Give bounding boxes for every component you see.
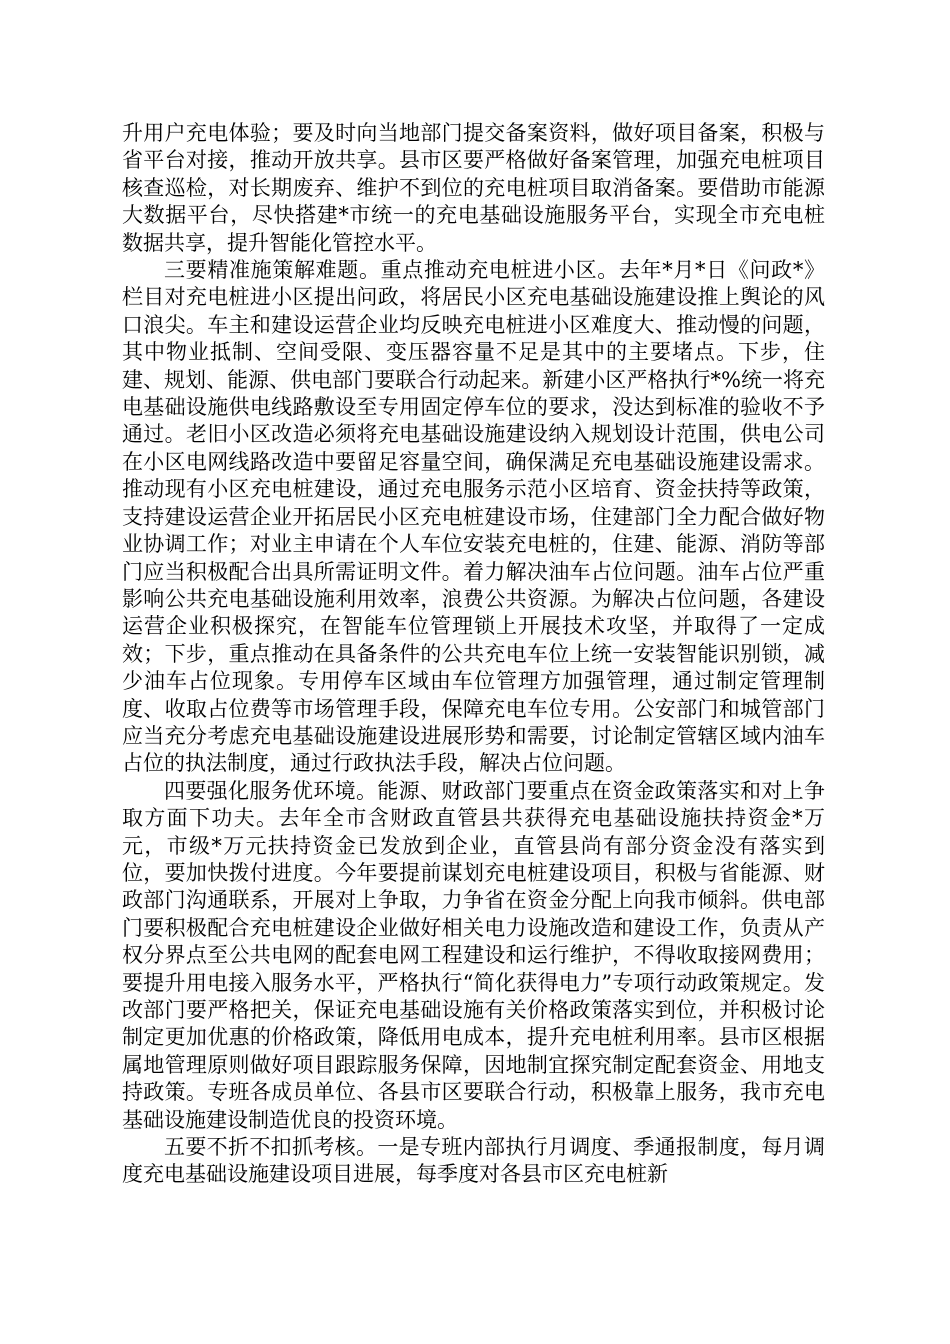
paragraph-4: 五要不折不扣抓考核。一是专班内部执行月调度、季通报制度，每月调度充电基础设施建设项目进展，每季度对各县市区充电桩新 bbox=[122, 1135, 825, 1187]
paragraph-2: 三要精准施策解难题。重点推动充电桩进小区。去年*月*日《问政*》栏目对充电桩进小区提出问政，将居民小区充电基础设施建设推上舆论的风口浪尖。车主和建设运营企业均反映充电桩进小区难度大、推动慢的问题，其中物业抵制、空间受限、变压器容量不足是其中的主要堵点。下步，住建、规划、能源、供电部门要联合行动起来。新建小区严格执行*%统一将充电基础设施供电线路敷设至专用固定停车位的要求，没达到标准的验收不予通过。老旧小区改造必须将充电基础设施建设纳入规划设计范围，供电公司在小区电网线路改造中要留足容量空间，确保满足充电基础设施建设需求。推动现有小区充电桩建设，通过充电服务示范小区培育、资金扶持等政策，支持建设运营企业开拓居民小区充电桩建设市场，住建部门全力配合做好物业协调工作；对业主申请在个人车位安装充电桩的，住建、能源、消防等部门应当积极配合出具所需证明文件。着力解决油车占位问题。油车占位严重影响公共充电基础设施利用效率，浪费公共资源。为解决占位问题，各建设运营企业积极探究，在智能车位管理锁上开展技术攻坚，并取得了一定成效；下步，重点推动在具备条件的公共充电车位上统一安装智能识别锁，减少油车占位现象。专用停车区域由车位管理方加强管理，通过制定管理制度、收取占位费等市场管理手段，保障充电车位专用。公安部门和城管部门应当充分考虑充电基础设施建设进展形势和需要，讨论制定管辖区域内油车占位的执法制度，通过行政执法手段，解决占位问题。 bbox=[122, 258, 825, 776]
paragraph-3: 四要强化服务优环境。能源、财政部门要重点在资金政策落实和对上争取方面下功夫。去年全市含财政直管县共获得充电基础设施扶持资金*万元，市级*万元扶持资金已发放到企业，直管县尚有部分资金没有落实到位，要加快拨付进度。今年要提前谋划充电桩建设项目，积极与省能源、财政部门沟通联系，开展对上争取，力争省在资金分配上向我市倾斜。供电部门要积极配合充电桩建设企业做好相关电力设施改造和建设工作，负责从产权分界点至公共电网的配套电网工程建设和运行维护，不得收取接网费用；要提升用电接入服务水平，严格执行“简化获得电力”专项行动政策规定。发改部门要严格把关，保证充电基础设施有关价格政策落实到位，并积极讨论制定更加优惠的价格政策，降低用电成本，提升充电桩利用率。县市区根据属地管理原则做好项目跟踪服务保障，因地制宜探究制定配套资金、用地支持政策。专班各成员单位、各县市区要联合行动，积极靠上服务，我市充电基础设施建设制造优良的投资环境。 bbox=[122, 778, 825, 1132]
document-page bbox=[122, 120, 825, 1189]
paragraph-1: 升用户充电体验；要及时向当地部门提交备案资料，做好项目备案，积极与省平台对接，推动开放共享。县市区要严格做好备案管理，加强充电桩项目核查巡检，对长期废弃、维护不到位的充电桩项目取消备案。要借助市能源大数据平台，尽快搭建*市统一的充电基础设施服务平台，实现全市充电桩数据共享，提升智能化管控水平。 bbox=[122, 121, 825, 255]
